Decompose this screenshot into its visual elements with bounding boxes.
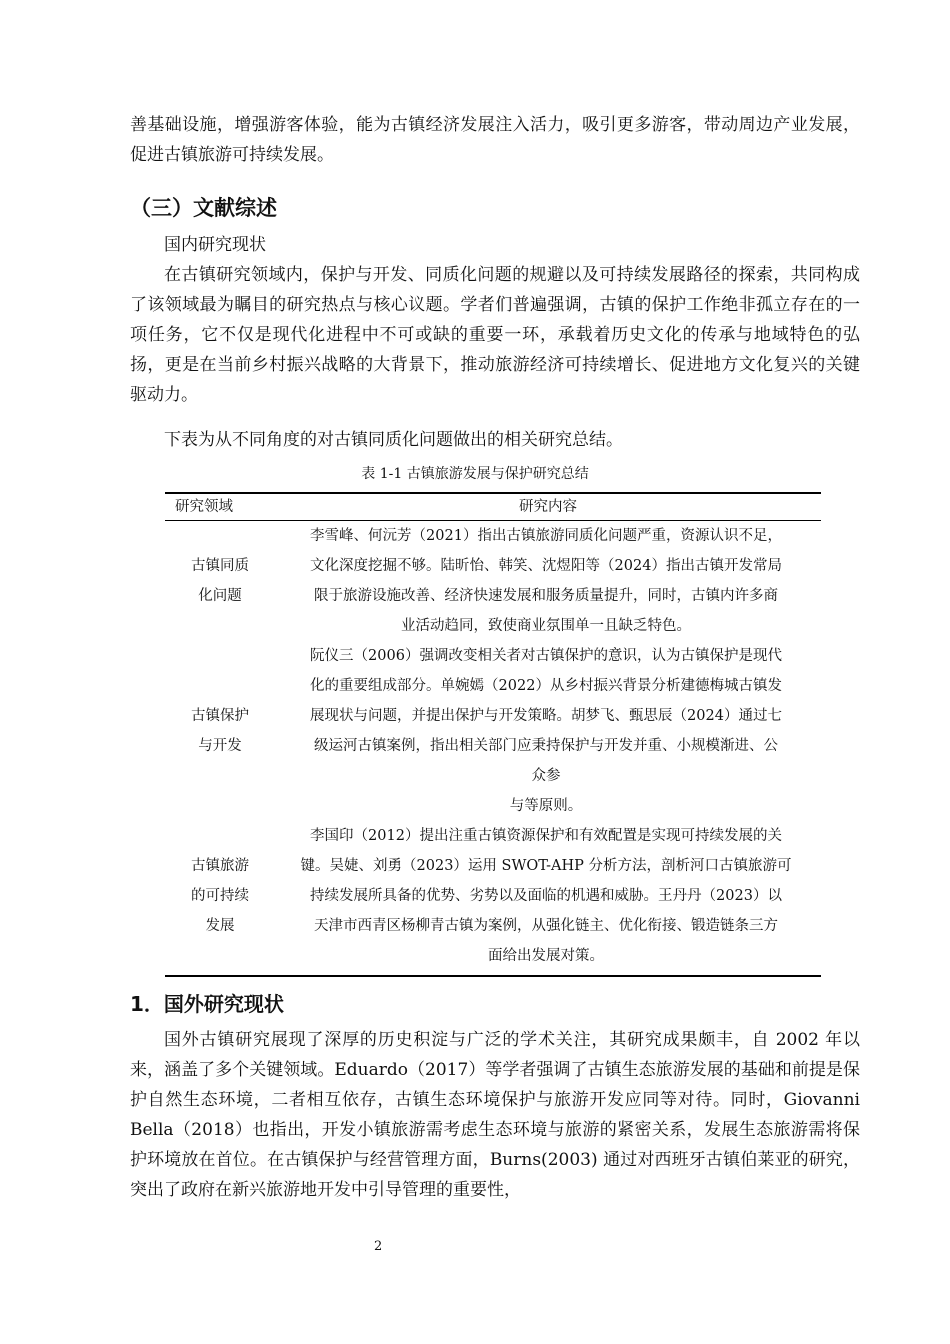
- row-content: 李雪峰、何沅芳（2021）指出古镇旅游同质化问题严重，资源认识不足， 文化深度挖掘不够。陆昕怡、韩笑、沈煜阳等（2024）指出古镇开发常局 限于旅游设施改善、经济快速发展和服务质量提升，同时，古镇内许多商 业活动趋同，致使商业氛围单一且缺乏特色。: [310, 528, 782, 634]
- section-heading-literature-review: （三）文献综述: [130, 196, 277, 220]
- row-area: 古镇保护 与开发: [191, 708, 249, 754]
- row-area: 古镇同质 化问题: [191, 558, 249, 604]
- header-research-content: 研究内容: [275, 493, 821, 521]
- table-header-row: [165, 493, 821, 521]
- section-heading-foreign-research: 1．国外研究现状: [130, 992, 284, 1016]
- row-area: 古镇旅游 的可持续 发展: [165, 821, 275, 976]
- paragraph-foreign-research: 国外古镇研究展现了深厚的历史积淀与广泛的学术关注，其研究成果颇丰，自 2002 年以来，涵盖了多个关键领域。Eduardo（2017）等学者强调了古镇生态旅游发展的基础和前提是保护自然生态环境，二者相互依存，古镇生态环境保护与旅游开发应同等对待。同时，Giovanni Bella（2018）也指出，开发小镇旅游需考虑生态环境与旅游的紧密关系，发展生态旅游需将保护环境放在首位。在古镇保护与经营管理方面，Burns(2003) 通过对西班牙古镇伯莱亚的研究，突出了政府在新兴旅游地开发中引导管理的重要性，: [130, 1030, 860, 1200]
- paragraph-table-intro: 下表为从不同角度的对古镇同质化问题做出的相关研究总结。: [164, 430, 623, 450]
- subheading-domestic-research: 国内研究现状: [164, 235, 266, 255]
- row-content: 李国印（2012）提出注重古镇资源保护和有效配置是实现可持续发展的关 键。吴婕、刘勇（2023）运用 SWOT-AHP 分析方法，剖析河口古镇旅游可 持续发展所具备的优势、劣势以及面临的机遇和威胁。王丹丹（2023）以 天津市西青区杨柳青古镇为案例，从强化链主、优化衔接、锻造链条三方 面给出发展对策。: [275, 821, 821, 976]
- page-number: 2: [374, 1239, 383, 1254]
- paragraph-intro-tail: 善基础设施，增强游客体验，能为古镇经济发展注入活力，吸引更多游客，带动周边产业发展，促进古镇旅游可持续发展。: [130, 115, 860, 165]
- table-caption: 表 1-1 古镇旅游发展与保护研究总结: [361, 466, 589, 482]
- row-content: 阮仪三（2006）强调改变相关者对古镇保护的意识，认为古镇保护是现代 化的重要组成部分。单婉嫣（2022）从乡村振兴背景分析建德梅城古镇发 展现状与问题，并提出保护与开发策略。胡梦飞、甄思辰（2024）通过七 级运河古镇案例，指出相关部门应秉持保护与开发并重、小规模渐进、公 众参 与等原则。: [310, 648, 782, 814]
- table-row: [165, 821, 821, 976]
- table-row: [165, 641, 821, 821]
- table-row: [165, 521, 821, 642]
- research-summary-table: [165, 492, 821, 977]
- paragraph-domestic-research: 在古镇研究领域内，保护与开发、同质化问题的规避以及可持续发展路径的探索，共同构成了该领域最为瞩目的研究热点与核心议题。学者们普遍强调，古镇的保护工作绝非孤立存在的一项任务，它不仅是现代化进程中不可或缺的重要一环，承载着历史文化的传承与地域特色的弘扬，更是在当前乡村振兴战略的大背景下，推动旅游经济可持续增长、促进地方文化复兴的关键驱动力。: [130, 265, 860, 405]
- header-research-area: 研究领域: [165, 493, 275, 521]
